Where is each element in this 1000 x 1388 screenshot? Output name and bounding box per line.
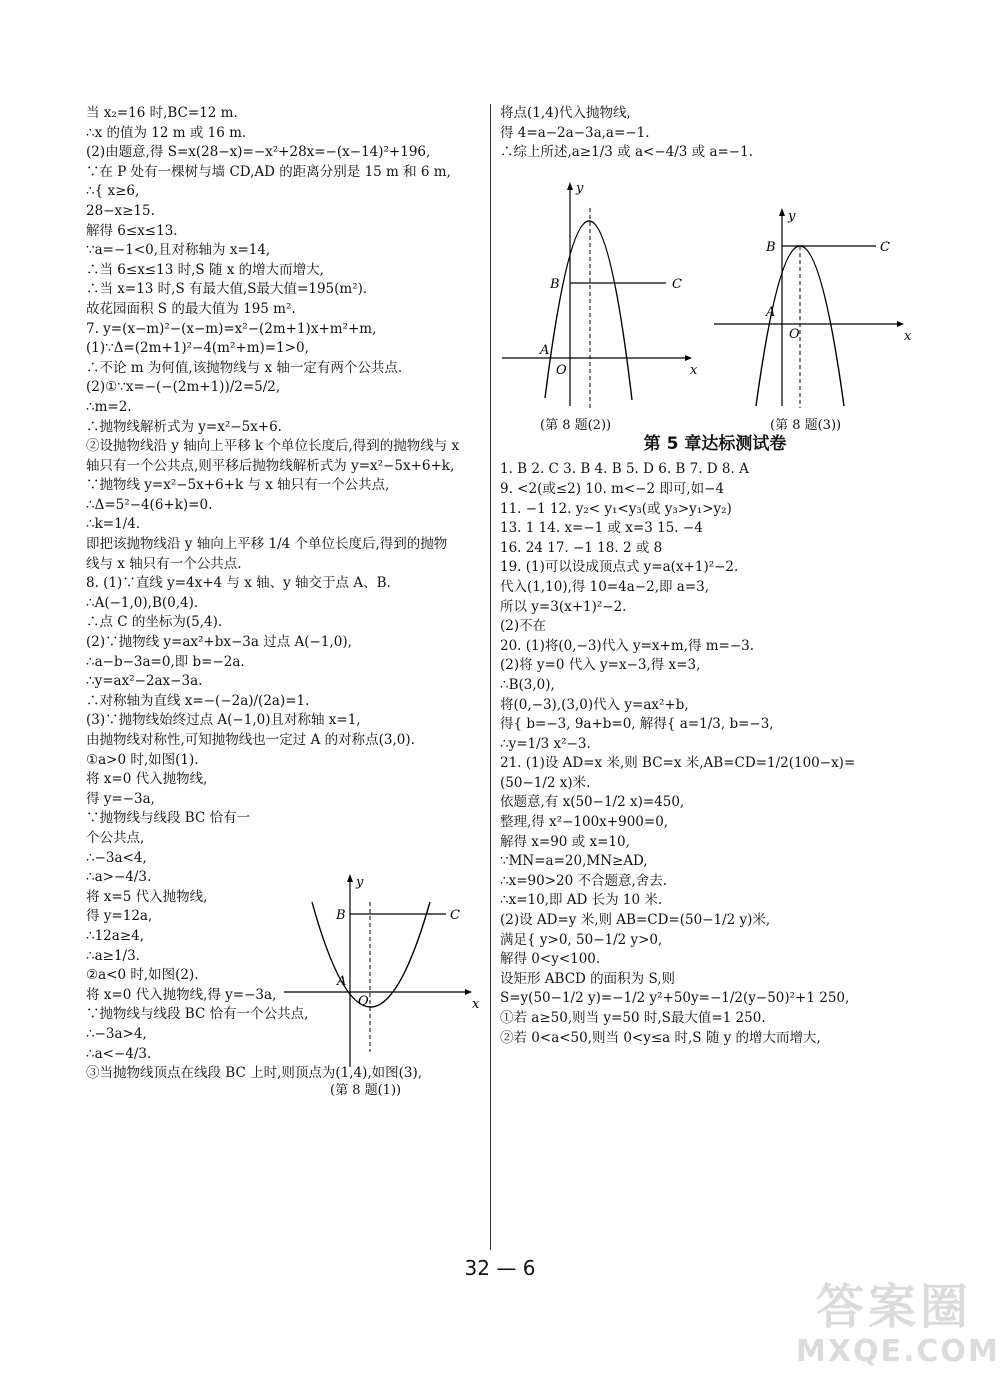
text-line: 整理,得 x²−100x+900=0, <box>500 814 669 831</box>
watermark-url: MXQE.COM <box>796 1334 1000 1369</box>
text-line: (2)由题意,得 S=x(28−x)=−x²+28x=−(x−14)²+196, <box>86 144 431 161</box>
text-line: 16. 24 17. −1 18. 2 或 8 <box>500 539 663 556</box>
text-line: ∵抛物线与线段 BC 恰有一 <box>86 810 251 827</box>
figure-8-1-caption: (第 8 题(1)) <box>330 1083 402 1098</box>
text-line: ∴综上所述,a≥1/3 或 a<−4/3 或 a=−1. <box>500 144 753 161</box>
column-divider <box>490 104 491 1250</box>
text-line: 20. (1)将(0,−3)代入 y=x+m,得 m=−3. <box>500 637 755 654</box>
text-line: ②设抛物线沿 y 轴向上平移 k 个单位长度后,得到的抛物线与 x <box>86 438 460 455</box>
label-o: O <box>556 363 567 378</box>
text-line: ∴y=1/3 x²−3. <box>500 735 591 752</box>
label-b: B <box>336 908 346 923</box>
label-o: O <box>358 994 369 1009</box>
text-line: ∴对称轴为直线 x=−(−2a)/(2a)=1. <box>86 692 310 709</box>
text-line: ∴a−b−3a=0,即 b=−2a. <box>86 653 245 670</box>
text-line: (2)将 y=0 代入 y=x−3,得 x=3, <box>500 657 701 674</box>
figure-8-2 <box>500 178 700 413</box>
label-a: A <box>540 343 550 358</box>
text-line: (50−1/2 x)米. <box>500 774 591 791</box>
figure-8-2-caption: (第 8 题(2)) <box>540 418 612 433</box>
x-arrow <box>465 989 472 995</box>
figure-8-1 <box>280 872 490 1072</box>
text-line: (2)∵抛物线 y=ax²+bx−3a 过点 A(−1,0), <box>86 634 352 651</box>
watermark-text: 答案圈 <box>816 1279 973 1335</box>
text-line: ∴a≥1/3. <box>86 947 140 964</box>
text-line: 将 x=5 代入抛物线, <box>86 888 208 905</box>
text-line: ∴B(3,0), <box>500 676 555 693</box>
text-line: 28−x≥15. <box>86 202 155 219</box>
text-line: ∵a=−1<0,且对称轴为 x=14, <box>86 242 271 259</box>
text-line: ∴不论 m 为何值,该抛物线与 x 轴一定有两个公共点. <box>86 359 403 376</box>
text-line: ∵抛物线 y=x²−5x+6+k 与 x 轴只有一个公共点, <box>86 477 390 494</box>
text-line: 轴只有一个公共点,则平移后抛物线解析式为 y=x²−5x+6+k, <box>86 457 455 474</box>
label-y: y <box>788 209 796 224</box>
text-line: 故花园面积 S 的最大值为 195 m². <box>86 300 296 317</box>
text-line: 11. −1 12. y₂< y₁<y₃(或 y₃>y₁>y₂) <box>500 500 732 517</box>
text-line: ∴a<−4/3. <box>86 1045 152 1062</box>
label-y: y <box>576 181 584 196</box>
label-c: C <box>672 277 682 292</box>
text-line: ∴A(−1,0),B(0,4). <box>86 594 199 611</box>
text-line: (2)不在 <box>500 618 547 635</box>
text-line: (2)①∵x=−(−(2m+1))/2=5/2, <box>86 379 281 396</box>
text-line: ∴当 6≤x≤13 时,S 随 x 的增大而增大, <box>86 261 324 278</box>
text-line: (2)设 AD=y 米,则 AB=CD=(50−1/2 y)米, <box>500 912 771 929</box>
text-line: 得 y=−3a, <box>86 790 155 807</box>
text-line: 设矩形 ABCD 的面积为 S,则 <box>500 970 676 987</box>
label-o: O <box>789 327 800 342</box>
text-line: (1)∵Δ=(2m+1)²−4(m²+m)=1>0, <box>86 340 309 357</box>
text-line: 个公共点, <box>86 829 145 846</box>
label-a: A <box>337 974 347 989</box>
figure-8-3-caption: (第 8 题(3)) <box>770 418 842 433</box>
text-line: ∴{ x≥6, <box>86 183 140 200</box>
text-line: 即把该抛物线沿 y 轴向上平移 1/4 个单位长度后,得到的抛物 <box>86 536 448 553</box>
section-title: 第 5 章达标测试卷 <box>643 433 787 454</box>
label-x: x <box>690 363 698 378</box>
label-c: C <box>450 908 460 923</box>
text-line: 依题意,有 x(50−1/2 x)=450, <box>500 794 685 811</box>
text-line: ∴x=90>20 不合题意,舍去. <box>500 872 668 889</box>
label-c: C <box>880 240 890 255</box>
text-line: 1. B 2. C 3. B 4. B 5. D 6. B 7. D 8. A <box>500 461 749 478</box>
parabola-curve <box>312 902 430 1007</box>
text-line: (3)∵抛物线始终过点 A(−1,0)且对称轴 x=1, <box>86 712 361 729</box>
text-line: ②a<0 时,如图(2). <box>86 967 199 984</box>
label-b: B <box>550 277 560 292</box>
figure-8-3 <box>712 206 924 411</box>
text-line: ③当抛物线顶点在线段 BC 上时,则顶点为(1,4),如图(3), <box>86 1065 423 1082</box>
text-line: ∴当 x=13 时,S 有最大值,S最大值=195(m²). <box>86 281 368 298</box>
text-line: 解得 6≤x≤13. <box>86 222 178 239</box>
text-line: ②若 0<a<50,则当 0<y≤a 时,S 随 y 的增大而增大, <box>500 1029 821 1046</box>
text-line: ∴a>−4/3. <box>86 869 152 886</box>
watermark-logo <box>786 1268 1000 1378</box>
text-line: ①若 a≥50,则当 y=50 时,S最大值=1 250. <box>500 1010 766 1026</box>
text-line: 7. y=(x−m)²−(x−m)=x²−(2m+1)x+m²+m, <box>86 320 377 337</box>
text-line: 得 y=12a, <box>86 908 153 925</box>
text-line: 将 x=0 代入抛物线, <box>86 771 208 788</box>
text-line: 当 x₂=16 时,BC=12 m. <box>86 105 238 121</box>
text-line: 得{ b=−3, 9a+b=0, 解得{ a=1/3, b=−3, <box>500 716 774 733</box>
text-line: 得 4=a−2a−3a,a=−1. <box>500 124 650 141</box>
text-line: ∴x 的值为 12 m 或 16 m. <box>86 124 247 141</box>
label-y: y <box>356 875 364 890</box>
text-line: ∴x=10,即 AD 长为 10 米. <box>500 892 663 909</box>
text-line: ∴12a≥4, <box>86 927 145 944</box>
text-line: ∴−3a>4, <box>86 1025 147 1042</box>
text-line: 将点(1,4)代入抛物线, <box>500 105 631 121</box>
text-line: 13. 1 14. x=−1 或 x=3 15. −4 <box>500 520 703 537</box>
text-line: 解得 x=90 或 x=10, <box>500 833 630 850</box>
text-line: 将 x=0 代入抛物线,得 y=−3a, <box>86 986 277 1003</box>
label-x: x <box>472 997 480 1012</box>
text-line: ∵抛物线与线段 BC 恰有一个公共点, <box>86 1006 309 1023</box>
y-arrow <box>779 208 785 216</box>
x-arrow <box>897 321 904 327</box>
text-line: 21. (1)设 AD=x 米,则 BC=x 米,AB=CD=1/2(100−x)= <box>500 755 856 772</box>
text-line: ∴m=2. <box>86 398 132 415</box>
text-line: 将(0,−3),(3,0)代入 y=ax²+b, <box>500 696 689 713</box>
text-line: ∵MN=a=20,MN≥AD, <box>500 853 648 870</box>
page-number: 32 — 6 <box>464 1256 536 1280</box>
text-line: ∴y=ax²−2ax−3a. <box>86 673 203 690</box>
text-line: 9. <2(或≤2) 10. m<−2 即可,如−4 <box>500 480 725 497</box>
text-line: 线与 x 轴只有一个公共点. <box>86 555 242 572</box>
text-line: S=y(50−1/2 y)=−1/2 y²+50y=−1/2(y−50)²+1 250, <box>500 990 850 1007</box>
text-line: ①a>0 时,如图(1). <box>86 751 199 768</box>
text-line: 19. (1)可以设成顶点式 y=a(x+1)²−2. <box>500 559 739 576</box>
label-a: A <box>766 305 776 320</box>
text-line: ∴−3a<4, <box>86 849 147 866</box>
y-arrow <box>347 874 353 882</box>
text-line: 满足{ y>0, 50−1/2 y>0, <box>500 931 663 948</box>
text-line: 代入(1,10),得 10=4a−2,即 a=3, <box>500 578 710 595</box>
label-x: x <box>904 329 912 344</box>
text-line: ∵在 P 处有一棵树与墙 CD,AD 的距离分别是 15 m 和 6 m, <box>86 163 451 180</box>
text-line: ∴抛物线解析式为 y=x²−5x+6. <box>86 418 282 435</box>
text-line: 所以 y=3(x+1)²−2. <box>500 598 627 615</box>
text-line: ∴点 C 的坐标为(5,4). <box>86 614 223 631</box>
text-line: 8. (1)∵直线 y=4x+4 与 x 轴、y 轴交于点 A、B. <box>86 575 391 592</box>
text-line: ∴Δ=5²−4(6+k)=0. <box>86 496 213 513</box>
y-arrow <box>567 182 573 190</box>
text-line: ∴k=1/4. <box>86 516 141 533</box>
x-arrow <box>685 355 692 361</box>
text-line: 解得 0<y<100. <box>500 951 601 968</box>
label-b: B <box>766 240 776 255</box>
text-line: 由抛物线对称性,可知抛物线也一定过 A 的对称点(3,0). <box>86 732 415 748</box>
